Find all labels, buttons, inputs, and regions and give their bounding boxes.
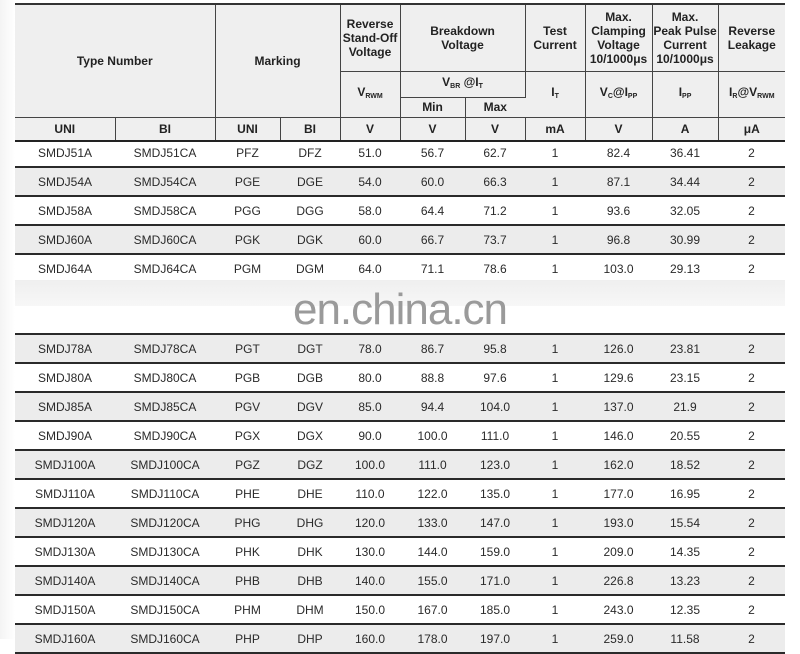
cell-vbr-min: 144.0 — [400, 537, 465, 566]
cell-it: 1 — [525, 595, 585, 624]
cell-type-bi: SMDJ54CA — [115, 167, 215, 196]
cell-vc: 87.1 — [585, 167, 652, 196]
cell-marking-bi: DHE — [280, 479, 340, 508]
cell-vc: 96.8 — [585, 225, 652, 254]
cell-ipp: 36.41 — [652, 139, 718, 167]
unit-ipp: A — [652, 117, 718, 141]
cell-ir: 2 — [718, 421, 785, 450]
cell-ir: 2 — [718, 167, 785, 196]
table-row — [15, 363, 785, 392]
header-breakdown-voltage: Breakdown Voltage — [400, 4, 525, 71]
cell-ir: 2 — [718, 196, 785, 225]
unit-bi-type: BI — [115, 117, 215, 141]
cell-vrwm: 110.0 — [340, 479, 400, 508]
unit-uni-marking: UNI — [215, 117, 280, 141]
table-row — [15, 254, 785, 283]
cell-ipp: 30.99 — [652, 225, 718, 254]
cell-vbr-min: 122.0 — [400, 479, 465, 508]
cell-vbr-max: 147.0 — [465, 508, 525, 537]
cell-it: 1 — [525, 139, 585, 167]
spec-table-header — [15, 3, 785, 142]
cell-marking-uni: PHB — [215, 566, 280, 595]
cell-vrwm: 100.0 — [340, 450, 400, 479]
cell-vbr-min: 88.8 — [400, 363, 465, 392]
cell-vrwm: 85.0 — [340, 392, 400, 421]
cell-vc: 103.0 — [585, 254, 652, 283]
cell-vbr-max: 185.0 — [465, 595, 525, 624]
cell-vbr-max: 66.3 — [465, 167, 525, 196]
cell-type-uni: SMDJ110A — [15, 479, 115, 508]
cell-vrwm: 130.0 — [340, 537, 400, 566]
cell-vbr-min: 64.4 — [400, 196, 465, 225]
cell-marking-bi: DGB — [280, 363, 340, 392]
cell-vc: 129.6 — [585, 363, 652, 392]
table-row — [15, 595, 785, 624]
cell-marking-bi: DGT — [280, 334, 340, 363]
cell-marking-uni: PGB — [215, 363, 280, 392]
header-marking: Marking — [215, 4, 340, 117]
cell-vbr-min: 86.7 — [400, 334, 465, 363]
table-row — [15, 334, 785, 363]
cell-it: 1 — [525, 624, 585, 653]
unit-uni-type: UNI — [15, 117, 115, 141]
symbol-it: $I_T$ — [525, 71, 585, 117]
cell-vrwm: 90.0 — [340, 421, 400, 450]
cell-vbr-min: 155.0 — [400, 566, 465, 595]
spec-table-block-1 — [15, 139, 785, 284]
cell-type-bi: SMDJ120CA — [115, 508, 215, 537]
cell-it: 1 — [525, 254, 585, 283]
unit-vrwm: V — [340, 117, 400, 141]
cell-vrwm: 140.0 — [340, 566, 400, 595]
cell-ipp: 11.58 — [652, 624, 718, 653]
table-row — [15, 167, 785, 196]
cell-type-bi: SMDJ150CA — [115, 595, 215, 624]
cell-type-uni: SMDJ51A — [15, 139, 115, 167]
cell-vc: 259.0 — [585, 624, 652, 653]
cell-type-uni: SMDJ100A — [15, 450, 115, 479]
cell-type-uni: SMDJ130A — [15, 537, 115, 566]
cell-type-bi: SMDJ58CA — [115, 196, 215, 225]
cell-it: 1 — [525, 167, 585, 196]
cell-type-bi: SMDJ130CA — [115, 537, 215, 566]
cell-vbr-min: 56.7 — [400, 139, 465, 167]
cell-marking-uni: PGG — [215, 196, 280, 225]
unit-bi-marking: BI — [280, 117, 340, 141]
cell-vbr-max: 95.8 — [465, 334, 525, 363]
block-2-rows — [15, 334, 785, 653]
cell-type-bi: SMDJ140CA — [115, 566, 215, 595]
cell-vrwm: 150.0 — [340, 595, 400, 624]
cell-it: 1 — [525, 566, 585, 595]
cell-type-uni: SMDJ85A — [15, 392, 115, 421]
cell-ir: 2 — [718, 139, 785, 167]
cell-vc: 137.0 — [585, 392, 652, 421]
cell-marking-uni: PHG — [215, 508, 280, 537]
spec-table-block-2 — [15, 333, 785, 654]
cell-vbr-max: 97.6 — [465, 363, 525, 392]
unit-vbr-max: V — [465, 117, 525, 141]
cell-vbr-min: 94.4 — [400, 392, 465, 421]
cell-vbr-min: 111.0 — [400, 450, 465, 479]
cell-it: 1 — [525, 537, 585, 566]
cell-marking-bi: DGE — [280, 167, 340, 196]
cell-ipp: 13.23 — [652, 566, 718, 595]
header-reverse-standoff-voltage: Reverse Stand-Off Voltage — [340, 4, 400, 71]
cell-marking-bi: DHP — [280, 624, 340, 653]
cell-it: 1 — [525, 479, 585, 508]
header-reverse-leakage: Reverse Leakage — [718, 4, 785, 71]
cell-type-uni: SMDJ120A — [15, 508, 115, 537]
cell-type-bi: SMDJ51CA — [115, 139, 215, 167]
table-row — [15, 392, 785, 421]
header-min: Min — [400, 97, 465, 117]
cell-marking-uni: PGX — [215, 421, 280, 450]
cell-ir: 2 — [718, 624, 785, 653]
cell-type-bi: SMDJ90CA — [115, 421, 215, 450]
cell-marking-bi: DHM — [280, 595, 340, 624]
cell-vbr-max: 78.6 — [465, 254, 525, 283]
cell-vbr-max: 71.2 — [465, 196, 525, 225]
cell-ipp: 16.95 — [652, 479, 718, 508]
cell-ipp: 21.9 — [652, 392, 718, 421]
cell-type-uni: SMDJ160A — [15, 624, 115, 653]
cell-type-bi: SMDJ160CA — [115, 624, 215, 653]
cell-type-uni: SMDJ60A — [15, 225, 115, 254]
cell-type-bi: SMDJ100CA — [115, 450, 215, 479]
cell-it: 1 — [525, 450, 585, 479]
cell-ir: 2 — [718, 225, 785, 254]
cell-vbr-min: 60.0 — [400, 167, 465, 196]
cell-it: 1 — [525, 508, 585, 537]
cell-marking-bi: DHK — [280, 537, 340, 566]
cell-ipp: 18.52 — [652, 450, 718, 479]
cell-vbr-min: 133.0 — [400, 508, 465, 537]
cell-marking-uni: PHP — [215, 624, 280, 653]
block-1-rows — [15, 139, 785, 283]
cell-ir: 2 — [718, 508, 785, 537]
header-test-current: Test Current — [525, 4, 585, 71]
cell-vrwm: 54.0 — [340, 167, 400, 196]
cell-type-uni: SMDJ80A — [15, 363, 115, 392]
cell-ir: 2 — [718, 595, 785, 624]
table-row — [15, 508, 785, 537]
cell-type-bi: SMDJ64CA — [115, 254, 215, 283]
cell-vbr-max: 159.0 — [465, 537, 525, 566]
cell-type-uni: SMDJ90A — [15, 421, 115, 450]
cell-marking-bi: DGZ — [280, 450, 340, 479]
table-row — [15, 479, 785, 508]
cell-type-uni: SMDJ58A — [15, 196, 115, 225]
cell-type-uni: SMDJ140A — [15, 566, 115, 595]
cell-vbr-min: 178.0 — [400, 624, 465, 653]
cell-vc: 243.0 — [585, 595, 652, 624]
cell-it: 1 — [525, 334, 585, 363]
symbol-vrwm: $V_{RWM}$ — [340, 71, 400, 117]
cell-vrwm: 120.0 — [340, 508, 400, 537]
cell-ipp: 15.54 — [652, 508, 718, 537]
cell-vrwm: 58.0 — [340, 196, 400, 225]
cell-ir: 2 — [718, 450, 785, 479]
cell-ipp: 20.55 — [652, 421, 718, 450]
cell-ir: 2 — [718, 566, 785, 595]
header-max-clamping-voltage: Max. Clamping Voltage 10/1000μs — [585, 4, 652, 71]
symbol-vbr-at-it: $V_{BR}$ $@I_T$ — [400, 71, 525, 97]
cell-ir: 2 — [718, 479, 785, 508]
cell-marking-uni: PGM — [215, 254, 280, 283]
cell-vbr-max: 171.0 — [465, 566, 525, 595]
header-max-peak-pulse-current: Max. Peak Pulse Current 10/1000μs — [652, 4, 718, 71]
cell-marking-uni: PHM — [215, 595, 280, 624]
cell-vbr-min: 66.7 — [400, 225, 465, 254]
cell-ipp: 23.81 — [652, 334, 718, 363]
cell-vc: 193.0 — [585, 508, 652, 537]
cell-it: 1 — [525, 392, 585, 421]
cell-type-bi: SMDJ85CA — [115, 392, 215, 421]
cell-marking-bi: DGK — [280, 225, 340, 254]
cell-ir: 2 — [718, 363, 785, 392]
cell-ir: 2 — [718, 537, 785, 566]
table-row — [15, 537, 785, 566]
cell-marking-uni: PHK — [215, 537, 280, 566]
table-row — [15, 225, 785, 254]
cell-vbr-min: 100.0 — [400, 421, 465, 450]
cell-type-bi: SMDJ110CA — [115, 479, 215, 508]
cell-ir: 2 — [718, 254, 785, 283]
cell-vbr-min: 71.1 — [400, 254, 465, 283]
cell-vc: 126.0 — [585, 334, 652, 363]
cell-vc: 93.6 — [585, 196, 652, 225]
cell-vrwm: 160.0 — [340, 624, 400, 653]
cell-vrwm: 78.0 — [340, 334, 400, 363]
cell-vbr-min: 167.0 — [400, 595, 465, 624]
cell-marking-bi: DGV — [280, 392, 340, 421]
cell-ir: 2 — [718, 334, 785, 363]
unit-it: mA — [525, 117, 585, 141]
cell-it: 1 — [525, 421, 585, 450]
unit-ir: μA — [718, 117, 785, 141]
cell-vbr-max: 73.7 — [465, 225, 525, 254]
cell-vc: 226.8 — [585, 566, 652, 595]
cell-it: 1 — [525, 196, 585, 225]
symbol-vc-at-ipp: $V_C@I_{PP}$ — [585, 71, 652, 117]
cell-ipp: 12.35 — [652, 595, 718, 624]
cell-marking-bi: DHG — [280, 508, 340, 537]
table-row — [15, 566, 785, 595]
header-type-number: Type Number — [15, 4, 215, 117]
cell-ipp: 23.15 — [652, 363, 718, 392]
cell-type-bi: SMDJ60CA — [115, 225, 215, 254]
cell-vc: 209.0 — [585, 537, 652, 566]
cell-marking-uni: PGE — [215, 167, 280, 196]
cell-marking-uni: PFZ — [215, 139, 280, 167]
symbol-ir-at-vrwm: $I_R@V_{RWM}$ — [718, 71, 785, 117]
cell-vrwm: 80.0 — [340, 363, 400, 392]
symbol-ipp: $I_{PP}$ — [652, 71, 718, 117]
cell-marking-uni: PGZ — [215, 450, 280, 479]
cell-ipp: 32.05 — [652, 196, 718, 225]
cell-vrwm: 64.0 — [340, 254, 400, 283]
cell-marking-uni: PGT — [215, 334, 280, 363]
cell-vc: 146.0 — [585, 421, 652, 450]
cell-marking-uni: PGK — [215, 225, 280, 254]
cell-vbr-max: 135.0 — [465, 479, 525, 508]
cell-type-bi: SMDJ78CA — [115, 334, 215, 363]
watermark: en.china.cn — [292, 285, 508, 334]
cell-it: 1 — [525, 225, 585, 254]
cell-marking-bi: DGG — [280, 196, 340, 225]
header-max: Max — [465, 97, 525, 117]
cell-vc: 82.4 — [585, 139, 652, 167]
cell-vc: 177.0 — [585, 479, 652, 508]
table-row — [15, 421, 785, 450]
cell-vbr-max: 111.0 — [465, 421, 525, 450]
cell-marking-uni: PHE — [215, 479, 280, 508]
cell-it: 1 — [525, 363, 585, 392]
cell-ir: 2 — [718, 392, 785, 421]
unit-vbr-min: V — [400, 117, 465, 141]
cell-type-uni: SMDJ54A — [15, 167, 115, 196]
unit-vc: V — [585, 117, 652, 141]
cell-ipp: 29.13 — [652, 254, 718, 283]
cell-type-uni: SMDJ150A — [15, 595, 115, 624]
cell-vbr-max: 123.0 — [465, 450, 525, 479]
cell-vrwm: 60.0 — [340, 225, 400, 254]
cell-vrwm: 51.0 — [340, 139, 400, 167]
cell-type-uni: SMDJ78A — [15, 334, 115, 363]
table-row — [15, 139, 785, 167]
cell-marking-bi: DHB — [280, 566, 340, 595]
cell-vc: 162.0 — [585, 450, 652, 479]
cell-marking-bi: DGM — [280, 254, 340, 283]
table-row — [15, 450, 785, 479]
cell-ipp: 14.35 — [652, 537, 718, 566]
cell-marking-bi: DGX — [280, 421, 340, 450]
cell-vbr-max: 104.0 — [465, 392, 525, 421]
cell-marking-uni: PGV — [215, 392, 280, 421]
cell-type-uni: SMDJ64A — [15, 254, 115, 283]
table-row — [15, 196, 785, 225]
cell-vbr-max: 62.7 — [465, 139, 525, 167]
cell-type-bi: SMDJ80CA — [115, 363, 215, 392]
cell-marking-bi: DFZ — [280, 139, 340, 167]
cell-vbr-max: 197.0 — [465, 624, 525, 653]
cell-ipp: 34.44 — [652, 167, 718, 196]
